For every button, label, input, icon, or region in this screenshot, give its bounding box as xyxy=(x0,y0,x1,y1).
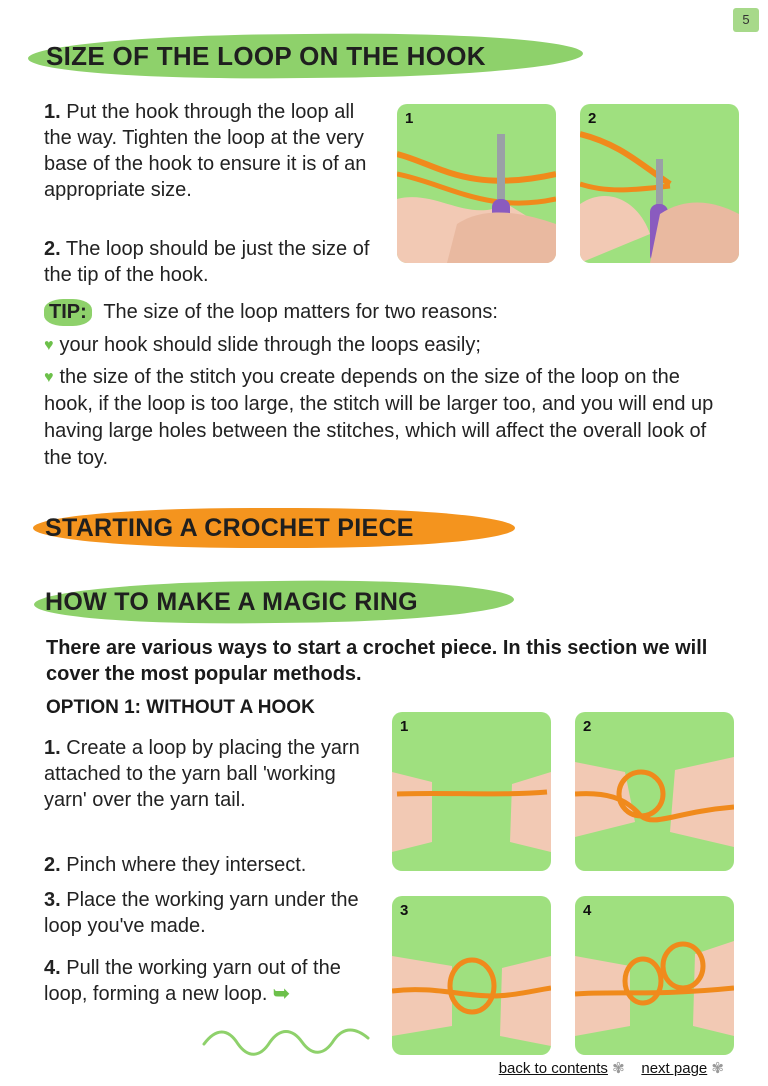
back-to-contents-link[interactable]: back to contents xyxy=(498,1060,608,1077)
ring-step-1: 1. Create a loop by placing the yarn attached to the yarn ball 'working yarn' over the yarn tail. xyxy=(44,737,360,811)
magic-ring-intro: There are various ways to start a crochet piece. In this section we will cover the most popular methods. xyxy=(46,637,708,685)
yarn-straight-illustration xyxy=(392,712,551,871)
section-title-loop-size: SIZE OF THE LOOP ON THE HOOK xyxy=(28,34,583,78)
tip-line: TIP: The size of the loop matters for two reasons: xyxy=(44,299,498,326)
heart-icon: ♥ xyxy=(44,369,54,386)
yarn-ball-icon: ✾ xyxy=(711,1060,724,1077)
photo-magic-ring-2: 2 xyxy=(575,712,734,871)
photo-magic-ring-3: 3 xyxy=(392,896,551,1055)
tip-badge: TIP: xyxy=(44,299,92,326)
ring-step-2: 2. Pinch where they intersect. xyxy=(44,854,307,876)
option-title: OPTION 1: WITHOUT A HOOK xyxy=(46,697,315,718)
photo-magic-ring-1: 1 xyxy=(392,712,551,871)
page-number: 5 xyxy=(733,8,759,32)
yarn-ball-icon: ✾ xyxy=(612,1060,625,1077)
heart-icon: ♥ xyxy=(44,337,54,354)
ring-step-3: 3. Place the working yarn under the loop you've made. xyxy=(44,889,359,937)
squiggle-decoration xyxy=(200,1022,372,1056)
tip-bullet-2: ♥ the size of the stitch you create depends on the size of the loop on the hook, if the loop is too large, the stitch will be larger too, and you will end up having large holes between the stitches, which will affect the overall look of the toy. xyxy=(44,366,714,469)
section-title-starting: STARTING A CROCHET PIECE xyxy=(33,508,515,548)
photo-hook-loop-1: 1 xyxy=(397,104,556,263)
section-title-magic-ring: HOW TO MAKE A MAGIC RING xyxy=(34,581,514,623)
ring-step-4: 4. Pull the working yarn out of the loop, forming a new loop. ➥ xyxy=(44,957,341,1005)
yarn-new-loop-illustration xyxy=(575,896,734,1055)
tip-bullet-1: ♥ your hook should slide through the loops easily; xyxy=(44,332,481,359)
photo-magic-ring-4: 4 xyxy=(575,896,734,1055)
arrow-right-icon: ➥ xyxy=(273,983,290,1005)
yarn-under-loop-illustration xyxy=(392,896,551,1055)
hook-tight-loop-illustration xyxy=(580,104,739,263)
hook-in-loop-illustration xyxy=(397,104,556,263)
footer-nav xyxy=(499,1059,724,1077)
next-page-link[interactable]: next page xyxy=(641,1060,708,1077)
yarn-loop-illustration xyxy=(575,712,734,871)
loop-step-2: 2. The loop should be just the size of the tip of the hook. xyxy=(44,238,370,286)
loop-step-1: 1. Put the hook through the loop all the way. Tighten the loop at the very base of the hook to ensure it is of an appropriate size. xyxy=(44,101,367,201)
photo-hook-loop-2: 2 xyxy=(580,104,739,263)
